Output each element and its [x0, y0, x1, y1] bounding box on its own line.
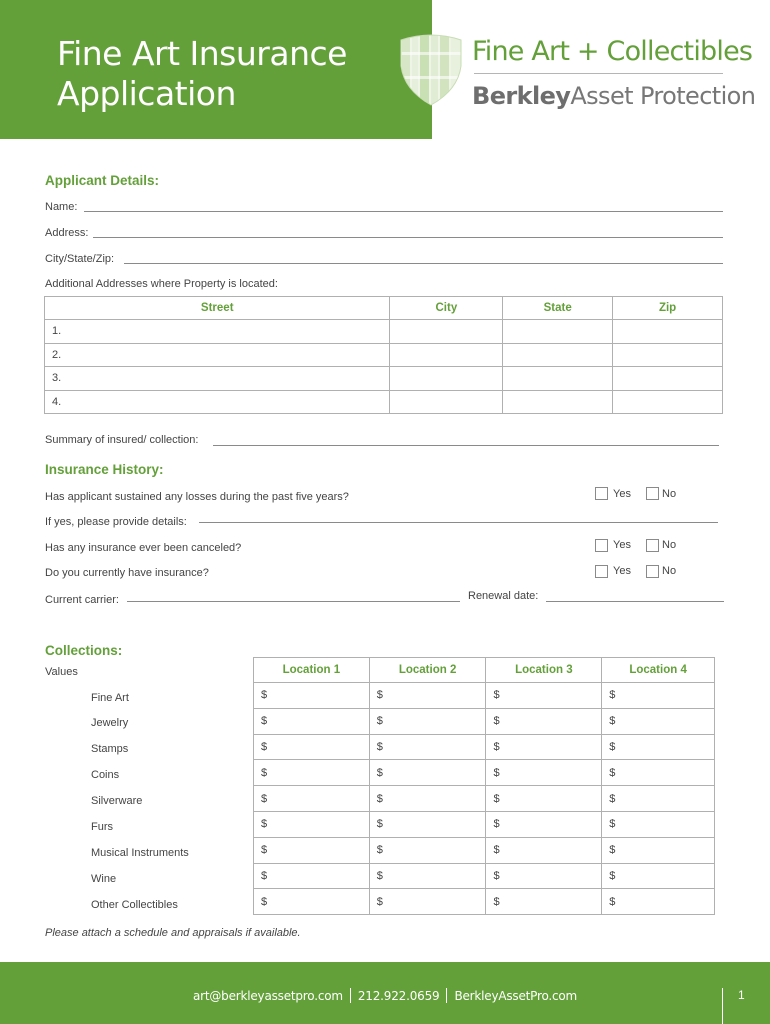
- zip-cell[interactable]: [613, 320, 723, 344]
- city-cell[interactable]: [390, 390, 503, 414]
- value-cell[interactable]: $: [254, 683, 370, 709]
- col-street: Street: [45, 297, 390, 320]
- value-cell[interactable]: $: [486, 811, 602, 837]
- value-cell[interactable]: $: [254, 837, 370, 863]
- footer-separator: [350, 988, 351, 1003]
- collections-values-table: [253, 657, 715, 915]
- current-yes-label: Yes: [613, 565, 631, 577]
- state-cell[interactable]: [503, 390, 613, 414]
- losses-no-checkbox[interactable]: [646, 487, 659, 500]
- renewal-date-label: Renewal date:: [468, 590, 539, 602]
- value-cell[interactable]: $: [602, 734, 715, 760]
- collections-heading: Collections:: [45, 643, 123, 658]
- table-row: [45, 390, 723, 414]
- col-location-3: Location 3: [486, 658, 602, 683]
- col-location-4: Location 4: [602, 658, 715, 683]
- value-cell[interactable]: $: [486, 889, 602, 915]
- state-cell[interactable]: [503, 320, 613, 344]
- title-line-1: Fine Art Insurance: [57, 34, 347, 73]
- canceled-no-checkbox[interactable]: [646, 539, 659, 552]
- canceled-no-label: No: [662, 539, 677, 551]
- canceled-yes-checkbox[interactable]: [595, 539, 608, 552]
- current-yes-checkbox[interactable]: [595, 565, 608, 578]
- value-cell[interactable]: $: [602, 786, 715, 812]
- col-city: City: [390, 297, 503, 320]
- footer-contact: [0, 988, 770, 1003]
- brand-divider: [474, 73, 723, 74]
- value-cell[interactable]: $: [254, 760, 370, 786]
- category-jewelry: Jewelry: [91, 717, 129, 729]
- table-row: [254, 837, 715, 863]
- name-field[interactable]: [84, 211, 723, 212]
- value-cell[interactable]: $: [369, 786, 486, 812]
- value-cell[interactable]: $: [254, 889, 370, 915]
- address-label: Address:: [45, 227, 89, 239]
- city-cell[interactable]: [390, 343, 503, 367]
- value-cell[interactable]: $: [369, 863, 486, 889]
- name-label: Name:: [45, 201, 78, 213]
- value-cell[interactable]: $: [369, 734, 486, 760]
- value-cell[interactable]: $: [486, 760, 602, 786]
- losses-yes-label: Yes: [613, 488, 631, 500]
- value-cell[interactable]: $: [254, 708, 370, 734]
- city-cell[interactable]: [390, 320, 503, 344]
- brand-name-line-1: Fine Art + Collectibles: [472, 36, 753, 67]
- page-number: 1: [738, 988, 745, 1002]
- category-musical-instruments: Musical Instruments: [91, 847, 189, 859]
- values-label: Values: [45, 666, 78, 678]
- row-number[interactable]: 3.: [45, 367, 390, 391]
- city-state-zip-field[interactable]: [124, 263, 723, 264]
- table-row: [254, 734, 715, 760]
- value-cell[interactable]: $: [602, 889, 715, 915]
- losses-yes-checkbox[interactable]: [595, 487, 608, 500]
- value-cell[interactable]: $: [486, 708, 602, 734]
- address-table-header: [45, 297, 723, 320]
- table-row: [254, 889, 715, 915]
- shield-logo-icon: [398, 32, 464, 106]
- category-furs: Furs: [91, 821, 113, 833]
- row-number[interactable]: 2.: [45, 343, 390, 367]
- summary-field[interactable]: [213, 445, 719, 446]
- current-carrier-label: Current carrier:: [45, 594, 119, 606]
- value-cell[interactable]: $: [486, 837, 602, 863]
- category-wine: Wine: [91, 873, 117, 885]
- brand-bold: Berkley: [472, 82, 571, 110]
- zip-cell[interactable]: [613, 390, 723, 414]
- value-cell[interactable]: $: [369, 811, 486, 837]
- table-row: [254, 760, 715, 786]
- value-cell[interactable]: $: [369, 708, 486, 734]
- row-number[interactable]: 4.: [45, 390, 390, 414]
- summary-label: Summary of insured/ collection:: [45, 434, 199, 446]
- city-cell[interactable]: [390, 367, 503, 391]
- zip-cell[interactable]: [613, 343, 723, 367]
- value-cell[interactable]: $: [369, 683, 486, 709]
- col-location-2: Location 2: [369, 658, 486, 683]
- attach-schedule-note: Please attach a schedule and appraisals if available.: [45, 927, 301, 939]
- table-row: [254, 811, 715, 837]
- value-cell[interactable]: $: [486, 786, 602, 812]
- table-row: [45, 320, 723, 344]
- canceled-question: Has any insurance ever been canceled?: [45, 542, 242, 554]
- value-cell[interactable]: $: [369, 837, 486, 863]
- value-cell[interactable]: $: [602, 837, 715, 863]
- col-state: State: [503, 297, 613, 320]
- table-row: [254, 708, 715, 734]
- category-stamps: Stamps: [91, 743, 129, 755]
- table-row: [254, 786, 715, 812]
- value-cell[interactable]: $: [486, 734, 602, 760]
- additional-addresses-label: Additional Addresses where Property is located:: [45, 278, 278, 290]
- value-cell[interactable]: $: [254, 786, 370, 812]
- page-number-divider: [722, 988, 723, 1024]
- table-row: [254, 863, 715, 889]
- table-row: [45, 343, 723, 367]
- title-line-2: Application: [57, 74, 236, 113]
- table-row: [45, 367, 723, 391]
- value-cell[interactable]: $: [602, 760, 715, 786]
- losses-no-label: No: [662, 488, 677, 500]
- insurance-history-heading: Insurance History:: [45, 462, 164, 477]
- footer-website[interactable]: BerkleyAssetPro.com: [454, 989, 578, 1003]
- value-cell[interactable]: $: [254, 811, 370, 837]
- col-location-1: Location 1: [254, 658, 370, 683]
- category-coins: Coins: [91, 769, 120, 781]
- col-zip: Zip: [613, 297, 723, 320]
- value-cell[interactable]: $: [602, 708, 715, 734]
- row-number[interactable]: 1.: [45, 320, 390, 344]
- table-row: [254, 683, 715, 709]
- brand-name-line-2: [472, 82, 755, 110]
- zip-cell[interactable]: [613, 367, 723, 391]
- page-title: [57, 34, 347, 114]
- category-silverware: Silverware: [91, 795, 143, 807]
- current-no-label: No: [662, 565, 677, 577]
- city-state-zip-label: City/State/Zip:: [45, 253, 115, 265]
- current-no-checkbox[interactable]: [646, 565, 659, 578]
- applicant-heading: Applicant Details:: [45, 173, 160, 188]
- details-label: If yes, please provide details:: [45, 516, 187, 528]
- value-cell[interactable]: $: [602, 811, 715, 837]
- value-cell[interactable]: $: [602, 683, 715, 709]
- details-field[interactable]: [199, 522, 718, 523]
- losses-question: Has applicant sustained any losses during the past five years?: [45, 491, 349, 503]
- footer-email[interactable]: art@berkleyassetpro.com: [192, 989, 343, 1003]
- value-cell[interactable]: $: [486, 683, 602, 709]
- state-cell[interactable]: [503, 367, 613, 391]
- footer-separator: [446, 988, 447, 1003]
- value-cell[interactable]: $: [254, 863, 370, 889]
- brand-rest: Asset Protection: [570, 82, 756, 110]
- address-field[interactable]: [93, 237, 723, 238]
- value-cell[interactable]: $: [369, 760, 486, 786]
- current-insurance-question: Do you currently have insurance?: [45, 567, 209, 579]
- value-cell[interactable]: $: [602, 863, 715, 889]
- category-fine-art: Fine Art: [91, 692, 129, 704]
- additional-addresses-table: [44, 296, 723, 414]
- renewal-date-field[interactable]: [546, 601, 724, 602]
- locations-header: [254, 658, 715, 683]
- category-other-collectibles: Other Collectibles: [91, 899, 178, 911]
- current-carrier-field[interactable]: [127, 601, 460, 602]
- footer-phone[interactable]: 212.922.0659: [357, 989, 440, 1003]
- state-cell[interactable]: [503, 343, 613, 367]
- value-cell[interactable]: $: [486, 863, 602, 889]
- canceled-yes-label: Yes: [613, 539, 631, 551]
- value-cell[interactable]: $: [369, 889, 486, 915]
- value-cell[interactable]: $: [254, 734, 370, 760]
